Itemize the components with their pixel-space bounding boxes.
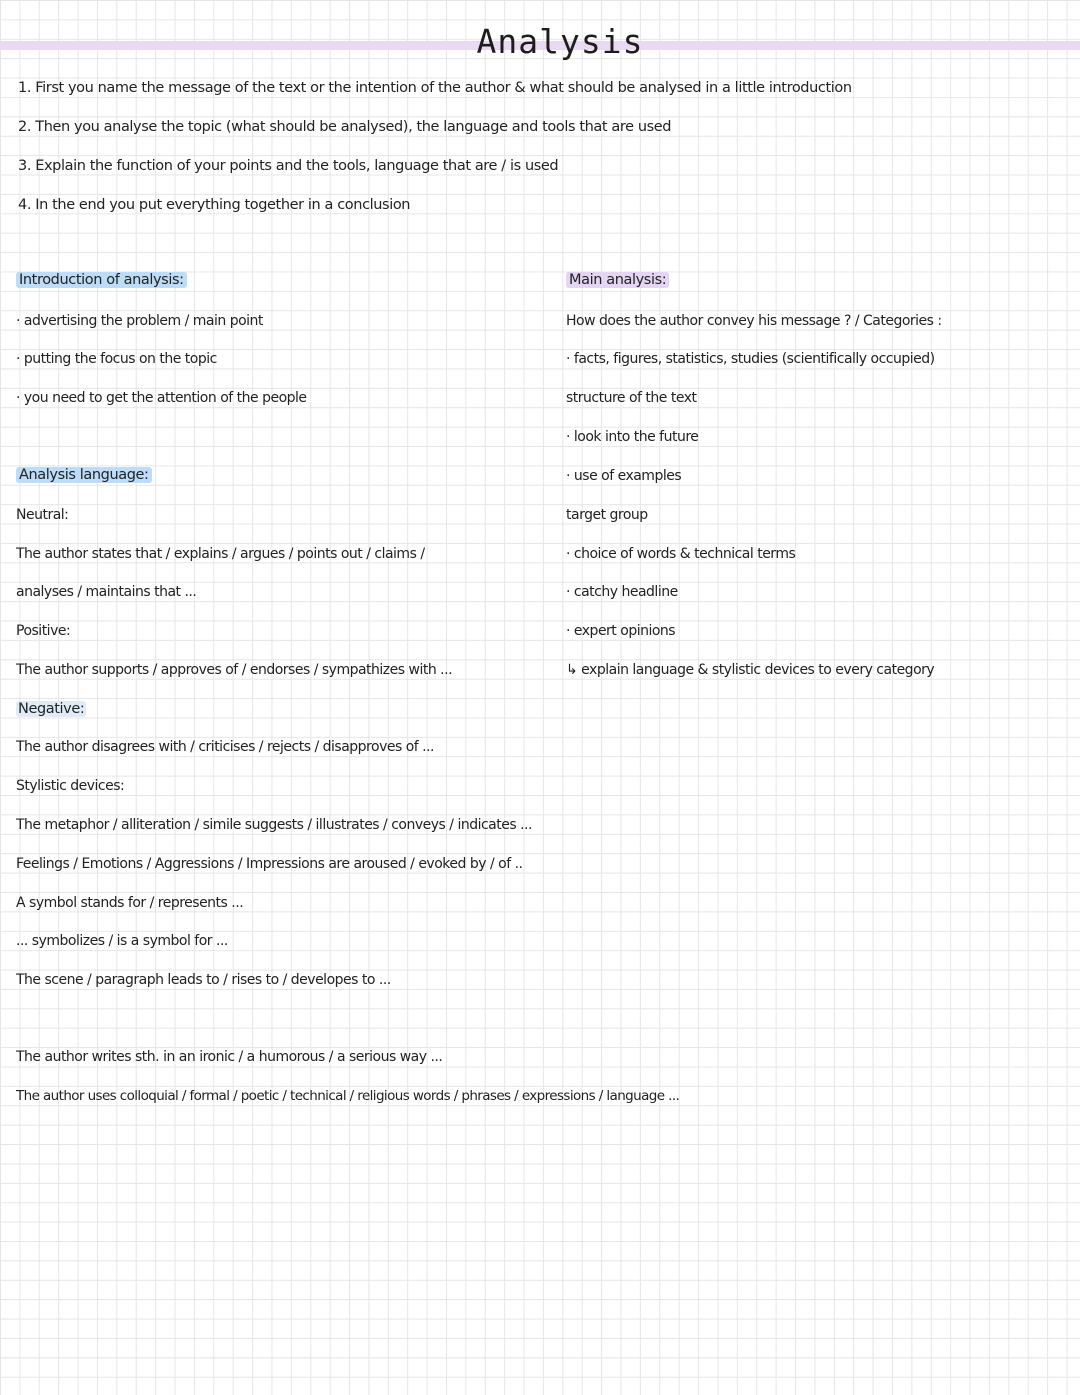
main-analysis-line: · look into the future xyxy=(566,429,699,445)
bottom-line: The author uses colloquial / formal / poetic / technical / religious words / phrases / expressions / language ... xyxy=(16,1088,680,1104)
neutral-line: The author states that / explains / argues / points out / claims / xyxy=(16,546,425,562)
stylistic-line: ... symbolizes / is a symbol for ... xyxy=(16,933,228,949)
neutral-label: Neutral: xyxy=(16,507,69,523)
step-4: 4. In the end you put everything together in a conclusion xyxy=(18,197,411,213)
main-analysis-line: ↳ explain language & stylistic devices to every category xyxy=(566,662,935,678)
main-analysis-line: · expert opinions xyxy=(566,623,676,639)
positive-label: Positive: xyxy=(16,623,71,639)
step-2: 2. Then you analyse the topic (what should be analysed), the language and tools that are used xyxy=(18,119,672,135)
introduction-item: · you need to get the attention of the people xyxy=(16,390,307,406)
main-analysis-line: structure of the text xyxy=(566,390,697,406)
page-title: Analysis xyxy=(476,22,644,61)
stylistic-line: A symbol stands for / represents ... xyxy=(16,895,244,911)
main-analysis-line: target group xyxy=(566,507,648,523)
step-3: 3. Explain the function of your points and the tools, language that are / is used xyxy=(18,158,559,174)
introduction-item: · putting the focus on the topic xyxy=(16,351,217,367)
step-1: 1. First you name the message of the text or the intention of the author & what should be analysed in a little introduction xyxy=(18,80,852,96)
introduction-item: · advertising the problem / main point xyxy=(16,313,263,329)
main-analysis-line: · choice of words & technical terms xyxy=(566,546,796,562)
neutral-line: analyses / maintains that ... xyxy=(16,584,197,600)
main-analysis-heading: Main analysis: xyxy=(566,272,669,288)
stylistic-line: The metaphor / alliteration / simile suggests / illustrates / conveys / indicates ... xyxy=(16,817,532,833)
analysis-language-heading: Analysis language: xyxy=(16,467,152,483)
negative-line: The author disagrees with / criticises / rejects / disapproves of ... xyxy=(16,739,435,755)
positive-line: The author supports / approves of / endorses / sympathizes with ... xyxy=(16,662,453,678)
introduction-heading: Introduction of analysis: xyxy=(16,272,187,288)
main-analysis-line: · facts, figures, statistics, studies (scientifically occupied) xyxy=(566,351,935,367)
stylistic-line: The scene / paragraph leads to / rises to / developes to ... xyxy=(16,972,391,988)
main-analysis-line: · catchy headline xyxy=(566,584,678,600)
stylistic-line: Feelings / Emotions / Aggressions / Impressions are aroused / evoked by / of .. xyxy=(16,856,523,872)
main-analysis-line: How does the author convey his message ? / Categories : xyxy=(566,313,942,329)
stylistic-label: Stylistic devices: xyxy=(16,778,125,794)
negative-label: Negative: xyxy=(18,701,85,717)
main-analysis-line: · use of examples xyxy=(566,468,682,484)
bottom-line: The author writes sth. in an ironic / a humorous / a serious way ... xyxy=(16,1049,443,1065)
